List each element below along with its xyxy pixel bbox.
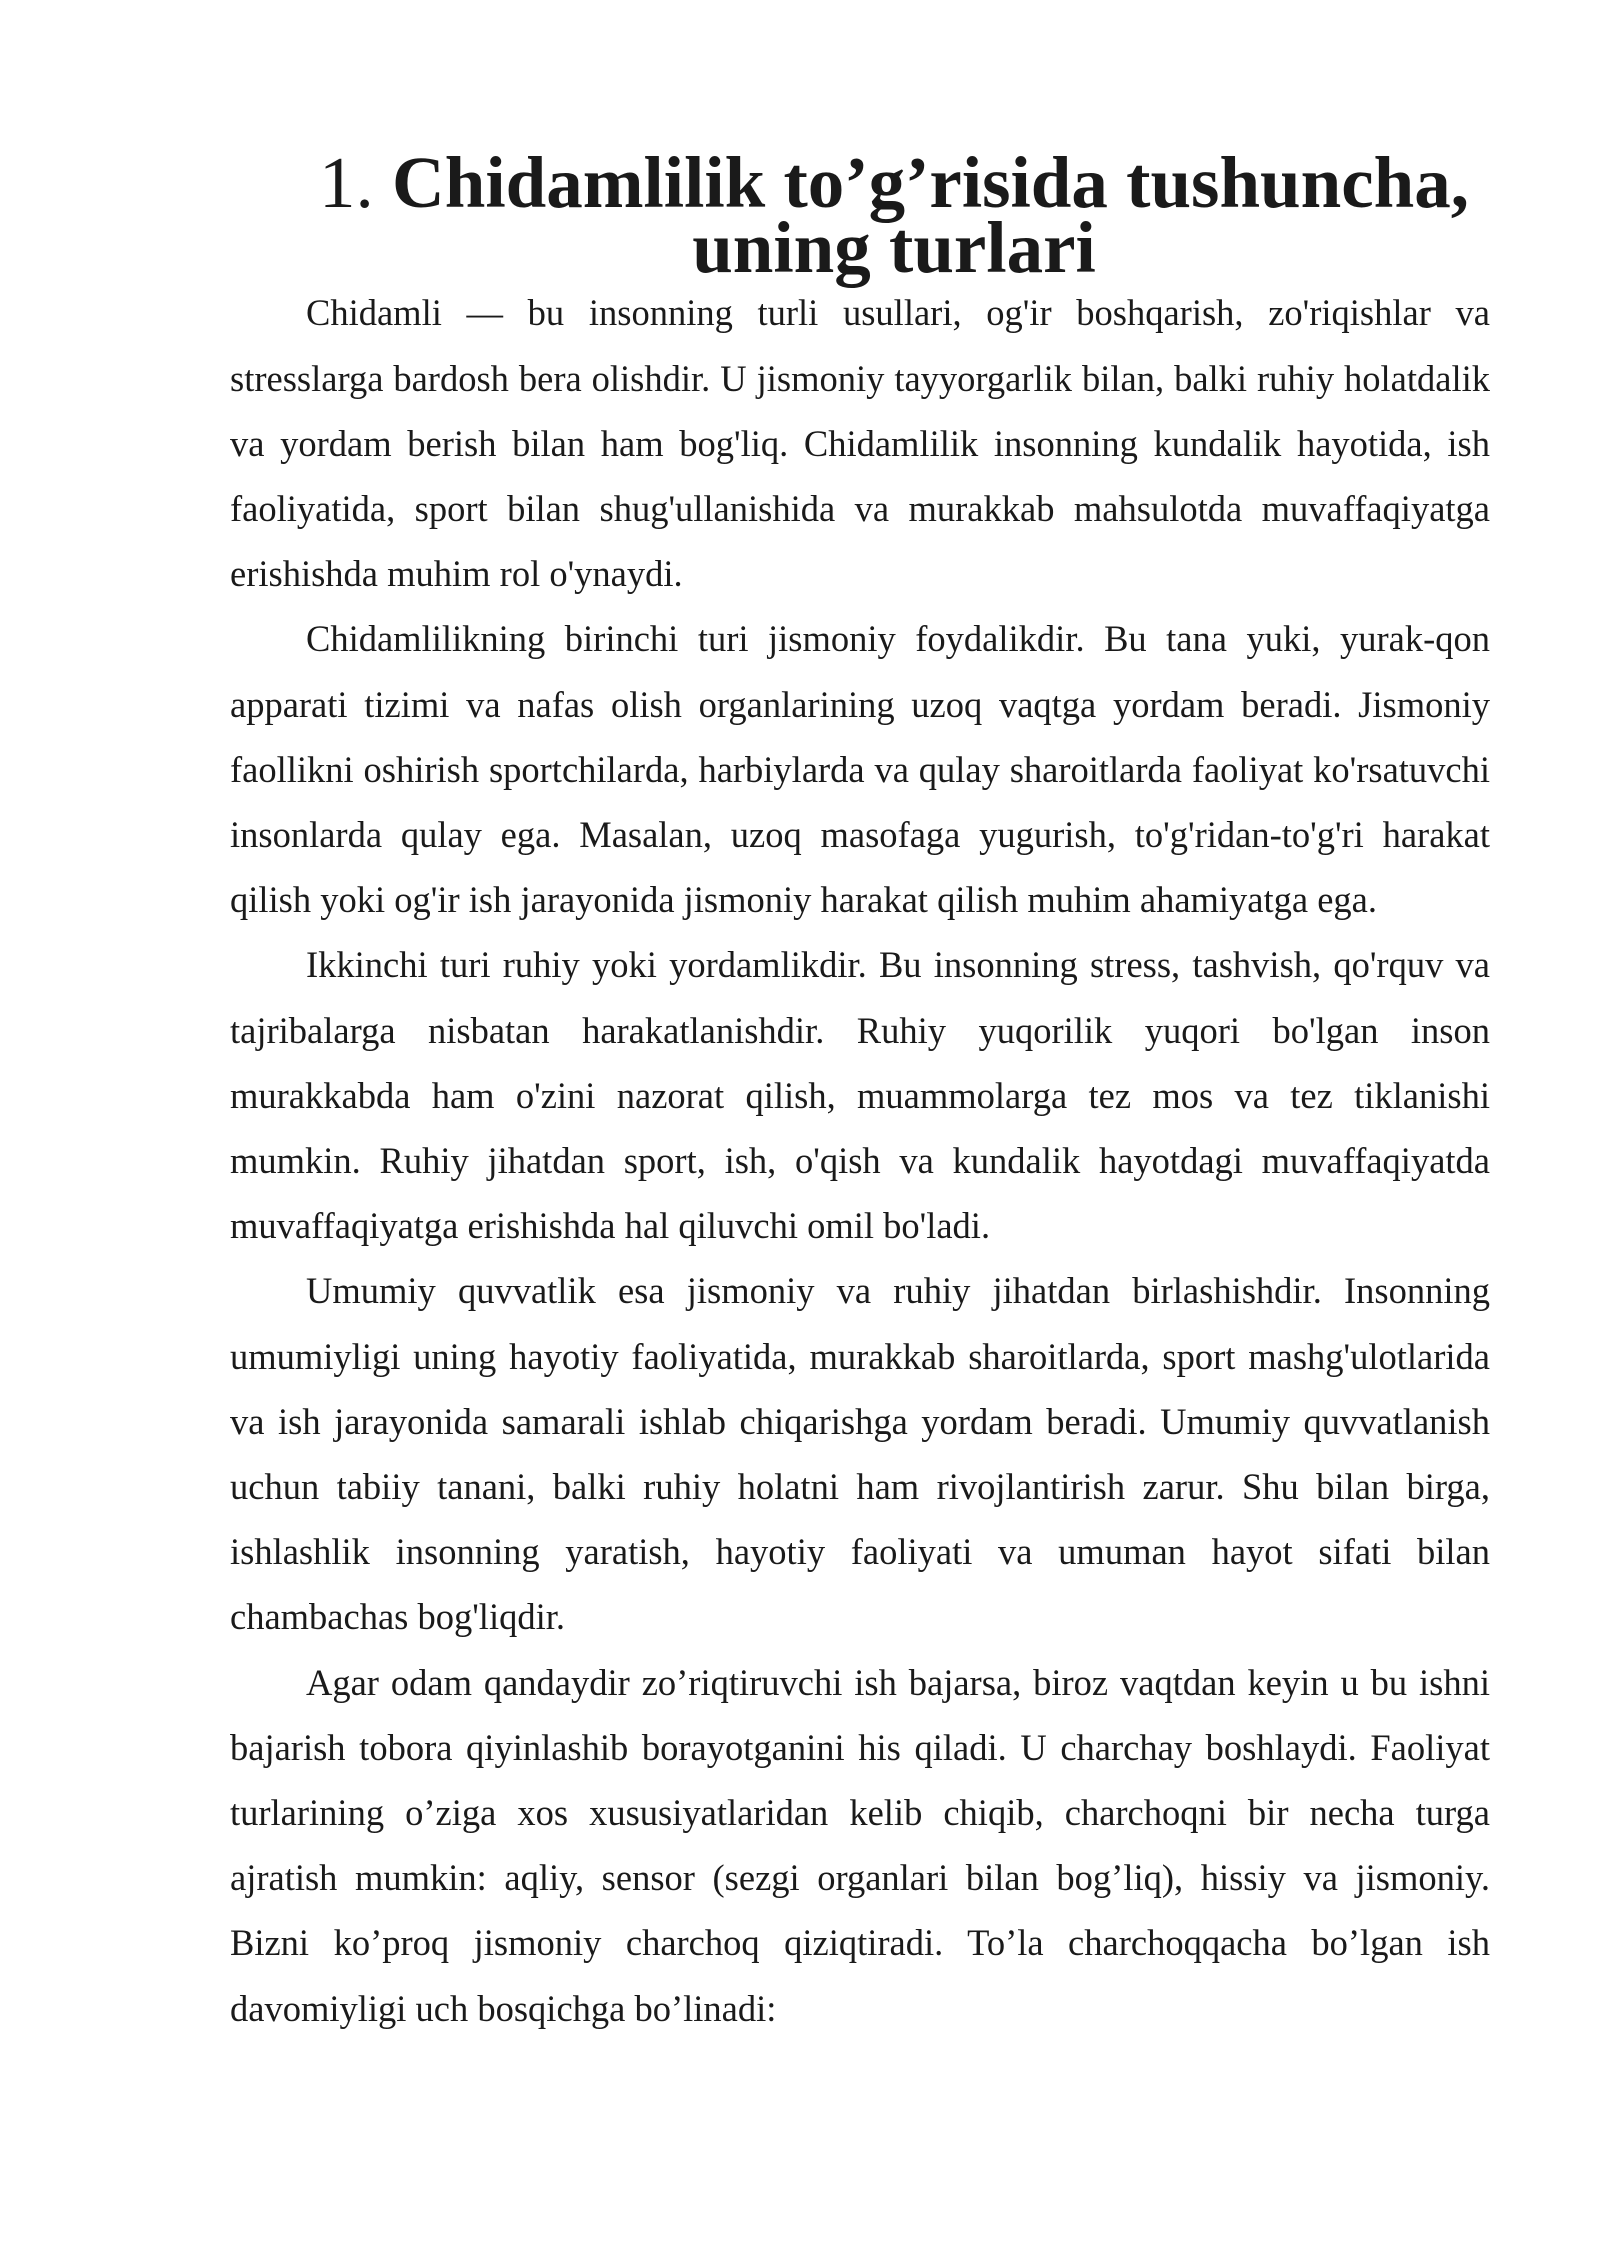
paragraph-mental-type: Ikkinchi turi ruhiy yoki yordamlikdir. Bu insonning stress, tashvish, qo'rquv va tajribalarga nisbatan harakatlanishdir. Ruhiy yuqorilik yuqori bo'lgan inson murakkabda ham o'zini nazorat qilish, muammolarga tez mos va tez tiklanishi mumkin. Ruhiy jihatdan sport, ish, o'qish va kundalik hayotdagi muvaffaqiyatda muvaffaqiyatga erishishda hal qiluvchi omil bo'ladi. [230,944,1490,1247]
heading-number: 1. [319,142,374,223]
document-page [230,142,1490,2041]
paragraph-definition: Chidamli — bu insonning turli usullari, og'ir boshqarish, zo'riqishlar va stresslarga bardosh bera olishdir. U jismoniy tayyorgarlik bilan, balki ruhiy holatdalik va yordam berish bilan ham bog'liq. Chidamlilik insonning kundalik hayotida, ish faoliyatida, sport bilan shug'ullanishida va murakkab mahsulotda muvaffaqiyatga erishishda muhim rol o'ynaydi. [230,292,1490,595]
paragraph-general-type: Umumiy quvvatlik esa jismoniy va ruhiy jihatdan birlashishdir. Insonning umumiyligi uning hayotiy faoliyatida, murakkab sharoitlarda, sport mashg'ulotlarida va ish jarayonida samarali ishlab chiqarishga yordam beradi. Umumiy quvvatlanish uchun tabiiy tanani, balki ruhiy holatni ham rivojlantirish zarur. Shu bilan birga, ishlashlik insonning yaratish, hayotiy faoliyati va umuman hayot sifati bilan chambachas bog'liqdir. [230,1270,1490,1638]
paragraph-fatigue: Agar odam qandaydir zo’riqtiruvchi ish bajarsa, biroz vaqtdan keyin u bu ishni bajarish tobora qiyinlashib borayotganini his qiladi. U charchay boshlaydi. Faoliyat turlarining o’ziga xos xususiyatlaridan kelib chiqib, charchoqni bir necha turga ajratish mumkin: aqliy, sensor (sezgi organlari bilan bog’liq), hissiy va jismoniy. Bizni ko’proq jismoniy charchoq qiziqtiradi. To’la charchoqqacha bo’lgan ish davomiyligi uch bosqichga bo’linadi: [230,1661,1490,2029]
section-heading [230,142,1490,289]
heading-title: Chidamlilik to’g’risida tushuncha, uning turlari [392,142,1469,289]
paragraph-physical-type: Chidamlilikning birinchi turi jismoniy foydalikdir. Bu tana yuki, yurak-qon apparati tizimi va nafas olish organlarining uzoq vaqtga yordam beradi. Jismoniy faollikni oshirish sportchilarda, harbiylarda va qulay sharoitlarda faoliyat ko'rsatuvchi insonlarda qulay ega. Masalan, uzoq masofaga yugurish, to'g'ridan-to'g'ri harakat qilish yoki og'ir ish jarayonida jismoniy harakat qilish muhim ahamiyatga ega. [230,618,1490,921]
